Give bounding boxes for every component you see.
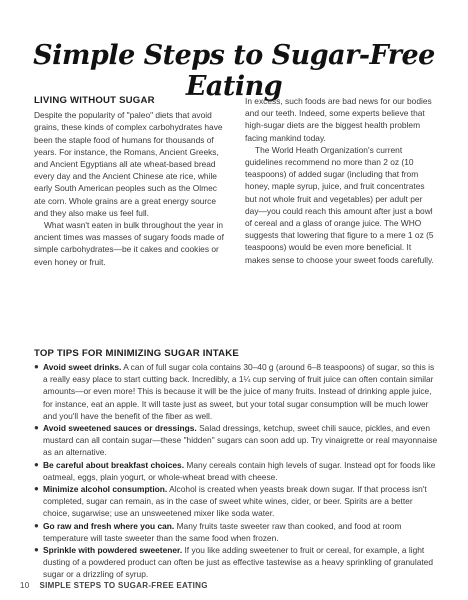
left-column — [34, 95, 227, 268]
tip-item — [34, 520, 438, 544]
two-column-body — [34, 95, 438, 268]
tips-list — [34, 361, 438, 581]
bullet-icon: ● — [34, 423, 39, 433]
tip-lead: Minimize alcohol consumption. — [43, 484, 168, 495]
tip-item — [34, 422, 438, 459]
tip-text: Many fruits taste sweeter raw than cooked, and food at room temperature will taste sweeter than the same food when frozen. — [43, 520, 402, 543]
tip-item — [34, 483, 438, 520]
tip-item — [34, 459, 438, 483]
tip-text: Many cereals contain high levels of sugar. Instead opt for foods like oatmeal, eggs, plain yogurt, or whole-wheat bread with cheese. — [43, 459, 436, 482]
bullet-icon: ● — [34, 459, 39, 469]
bullet-icon: ● — [34, 484, 39, 494]
bullet-icon: ● — [34, 545, 39, 555]
running-head: SIMPLE STEPS TO SUGAR-FREE EATING — [39, 581, 208, 590]
tip-text: If you like adding sweetener to fruit or cereal, for example, a light dusting of a powdered product can often be just as effective tastewise as a heavy sprinkling of granulated sugar or a drizzling of syrup. — [43, 545, 433, 580]
body-paragraph: Despite the popularity of "paleo" diets that avoid grains, these kinds of complex carbohydrates have been the staple food of humans for thousands of years. For instance, the Romans, Ancient Greeks, and Ancient Egyptians all ate wheat-based bread every day and the Ancient Chinese ate rice, while early South American peoples such as the Olmec ate corn. Whole grains are a great energy source and they also make us feel full. — [34, 110, 223, 218]
tip-text: Salad dressings, ketchup, sweet chili sauce, pickles, and even mustard can all contain sugar—these "hidden" sugars can soon add up. Try vinaigrette or real mayonnaise as an alternative. — [43, 423, 438, 458]
page-number: 10 — [20, 581, 30, 590]
tip-lead: Sprinkle with powdered sweetener. — [43, 545, 183, 556]
body-paragraph: In excess, such foods are bad news for our bodies and our teeth. Indeed, some experts believe that high-sugar diets are the biggest health problem facing mankind today. — [245, 96, 432, 143]
tip-text: A can of full sugar cola contains 30–40 g (around 6–8 teaspoons) of sugar, so this is a really easy place to start cutting back. Incredibly, a 1¼ cup serving of fruit juice can often contain similar amounts—or even more! This is because it will be the juice of many fruits. Instead of drinking apple juice, for instance, eat an apple. It will taste just as sweet, but your total sugar consumption will be much lower and you'll have the benefit of the fiber as well. — [43, 362, 435, 421]
tip-text: Alcohol is created when yeasts break down sugar. If that process isn't completed, sugar can remain, as in the case of sweet white wines, cider, or beer. Spirits are a better choice, sugarwise; use an unsweetened mixer like soda water. — [43, 484, 427, 519]
tip-lead: Avoid sweetened sauces or dressings. — [43, 423, 197, 434]
tip-lead: Avoid sweet drinks. — [43, 362, 122, 372]
tip-lead: Be careful about breakfast choices. — [43, 459, 185, 470]
body-paragraph: The World Heath Organization's current guidelines recommend no more than 2 oz (10 teaspoons) of added sugar (including that from honey, maple syrup, juice, and fruit concentrates but not whole fruit and vegetables) per adult per day—you could reach this amount after just a bowl of cereal and a glass of orange juice. The WHO suggests that lowering that figure to a mere 1 oz (5 teaspoons) would be even more beneficial. It makes sense to choose your sweet foods carefully. — [245, 144, 434, 265]
right-column — [245, 95, 438, 268]
tip-item — [34, 544, 438, 581]
tips-section — [34, 348, 438, 581]
page-title: Simple Steps to Sugar-Free Eating — [33, 40, 435, 102]
bullet-icon: ● — [34, 362, 39, 371]
bullet-icon: ● — [34, 520, 39, 530]
tip-item — [34, 361, 438, 422]
section-heading-top-tips: TOP TIPS FOR MINIMIZING SUGAR INTAKE — [34, 348, 239, 359]
body-paragraph: What wasn't eaten in bulk throughout the year in ancient times was masses of sugary foods made of simple carbohydrates—be it cakes and cookies or even honey or fruit. — [34, 220, 224, 267]
section-heading-living-without-sugar: LIVING WITHOUT SUGAR — [34, 95, 155, 106]
page-footer — [20, 581, 208, 590]
tip-lead: Go raw and fresh where you can. — [43, 520, 175, 531]
